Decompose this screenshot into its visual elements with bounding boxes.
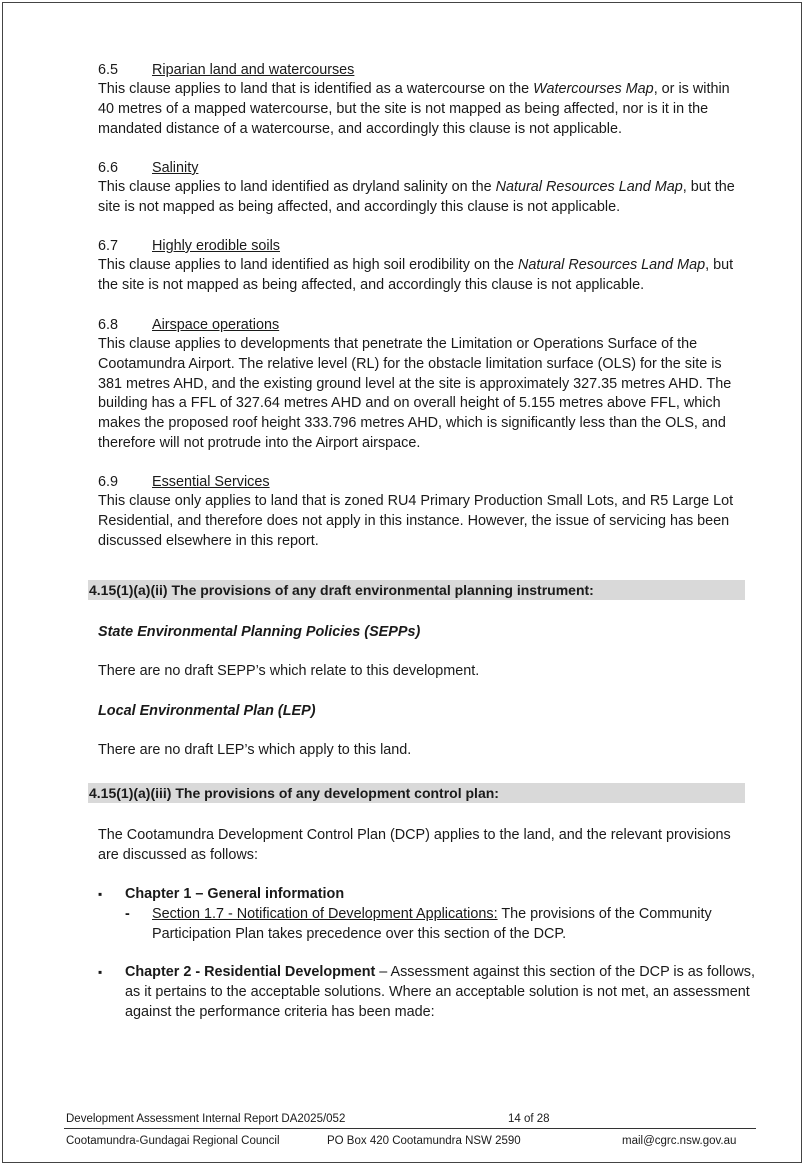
section-heading: Riparian land and watercourses xyxy=(152,62,355,78)
section-paragraph: This clause applies to developments that penetrate the Limitation or Operations Surface of the Cootamundra Airport. The relative level (RL) for the obstacle limitation surface (OLS) for the site is 381 metres AHD, and the existing ground level at the site is approximately 327.35 metres AHD. The building has a FFL of 327.64 metres AHD and on overall height of 5.155 metres above FFL, which makes the proposed roof height 333.796 metres AHD, which is significantly less than the OLS, and therefore will not protrude into the Airport airspace. xyxy=(98,336,732,451)
sepp-paragraph: There are no draft SEPP’s which relate to this development. xyxy=(98,663,480,679)
section-number: 6.6 xyxy=(98,160,119,176)
footer-divider xyxy=(64,1128,756,1129)
bullet-icon: ▪ xyxy=(98,965,103,979)
section-heading: Salinity xyxy=(152,160,199,176)
section-paragraph: This clause applies to land that is identified as a watercourse on the Watercourses Map, or is within 40 metres of a mapped watercourse, but the site is not mapped as being affected, nor is it in the mandated distance of a watercourse, and accordingly this clause is not applicable. xyxy=(98,81,730,137)
footer-email: mail@cgrc.nsw.gov.au xyxy=(622,1135,737,1147)
section-paragraph: This clause only applies to land that is zoned RU4 Primary Production Small Lots, and R5 Large Lot Residential, and therefore does not apply in this instance. However, the issue of servicing has been discussed elsewhere in this report. xyxy=(98,493,734,549)
bullet-icon: ▪ xyxy=(98,887,103,901)
dcp-intro: The Cootamundra Development Control Plan (DCP) applies to the land, and the relevant provisions are discussed as follows: xyxy=(98,827,731,863)
section-number: 6.8 xyxy=(98,317,119,333)
chapter2-item: Chapter 2 - Residential Development – Assessment against this section of the DCP is as follows, as it pertains to the acceptable solutions. Where an acceptable solution is not met, an assessment against the performance criteria has been made: xyxy=(125,964,755,1020)
section-number: 6.7 xyxy=(98,238,119,254)
lep-paragraph: There are no draft LEP’s which apply to this land. xyxy=(98,742,412,758)
sepp-heading: State Environmental Planning Policies (SEPPs) xyxy=(98,624,421,640)
section-number: 6.5 xyxy=(98,62,119,78)
section-paragraph: This clause applies to land identified as high soil erodibility on the Natural Resources Land Map, but the site is not mapped as being affected, and accordingly this clause is not applicable. xyxy=(98,257,734,293)
section-bar-draft-instrument: 4.15(1)(a)(ii) The provisions of any draft environmental planning instrument: xyxy=(88,580,745,600)
footer-report-title: Development Assessment Internal Report DA2025/052 xyxy=(66,1113,346,1125)
footer-page-number: 14 of 28 xyxy=(508,1113,550,1125)
section-heading: Airspace operations xyxy=(152,317,280,333)
section-number: 6.9 xyxy=(98,474,119,490)
section-paragraph: This clause applies to land identified as dryland salinity on the Natural Resources Land Map, but the site is not mapped as being affected, and accordingly this clause is not applicable. xyxy=(98,179,735,215)
section-bar-dcp: 4.15(1)(a)(iii) The provisions of any development control plan: xyxy=(88,783,745,803)
chapter1-title: Chapter 1 – General information xyxy=(125,886,345,902)
footer-council: Cootamundra-Gundagai Regional Council xyxy=(66,1135,280,1147)
chapter1-subitem: Section 1.7 - Notification of Development Applications: The provisions of the Community Participation Plan takes precedence over this section of the DCP. xyxy=(152,906,712,942)
section-heading: Highly erodible soils xyxy=(152,238,280,254)
lep-heading: Local Environmental Plan (LEP) xyxy=(98,703,316,719)
section-heading: Essential Services xyxy=(152,474,270,490)
footer-address: PO Box 420 Cootamundra NSW 2590 xyxy=(327,1135,521,1147)
dash-icon: - xyxy=(125,906,130,922)
